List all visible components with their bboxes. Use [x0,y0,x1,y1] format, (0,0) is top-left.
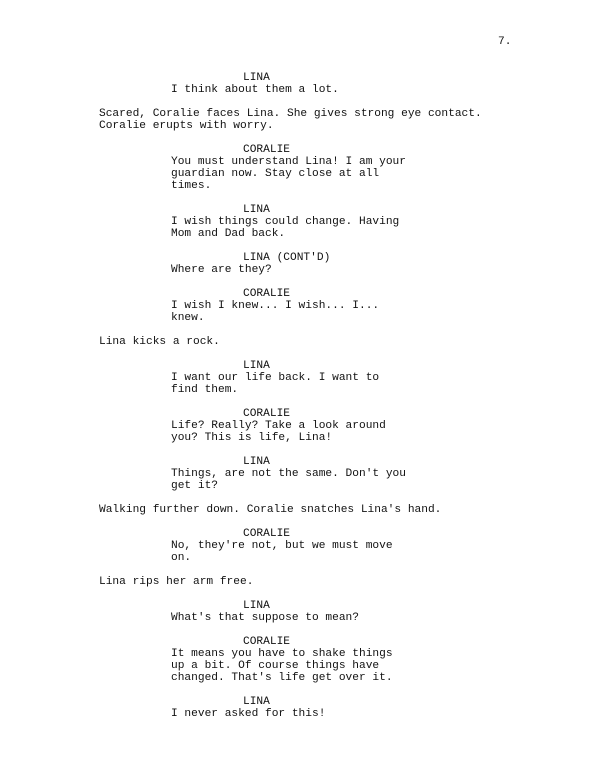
dialogue-line: times. [171,180,212,192]
dialogue-line: you? This is life, Lina! [171,432,333,444]
dialogue-line: I wish I knew... I wish... I... [171,300,380,312]
dialogue-line: guardian now. Stay close at all [171,168,380,180]
dialogue-line: find them. [171,384,239,396]
dialogue-line: You must understand Lina! I am your [171,156,406,168]
dialogue-line: What's that suppose to mean? [171,612,359,624]
dialogue-line: I want our life back. I want to [171,372,380,384]
action-line: Lina rips her arm free. [99,576,254,588]
dialogue-line: up a bit. Of course things have [171,660,380,672]
dialogue-line: Life? Really? Take a look around [171,420,386,432]
action-line: Scared, Coralie faces Lina. She gives strong eye contact. [99,108,482,120]
character-line: CORALIE [243,408,290,420]
character-line: LINA (CONT'D) [243,252,331,264]
character-line: LINA [243,456,270,468]
character-line: LINA [243,696,270,708]
dialogue-line: get it? [171,480,218,492]
character-line: LINA [243,72,270,84]
action-line: Lina kicks a rock. [99,336,220,348]
dialogue-line: knew. [171,312,205,324]
character-line: LINA [243,360,270,372]
page-number: 7. [498,36,512,48]
character-line: LINA [243,204,270,216]
dialogue-line: Where are they? [171,264,272,276]
action-line: Coralie erupts with worry. [99,120,274,132]
character-line: CORALIE [243,288,290,300]
character-line: CORALIE [243,528,290,540]
character-line: CORALIE [243,636,290,648]
dialogue-line: Mom and Dad back. [171,228,286,240]
dialogue-line: on. [171,552,192,564]
dialogue-line: changed. That's life get over it. [171,672,393,684]
dialogue-line: No, they're not, but we must move [171,540,393,552]
dialogue-line: I wish things could change. Having [171,216,400,228]
dialogue-line: I never asked for this! [171,708,326,720]
dialogue-line: It means you have to shake things [171,648,393,660]
dialogue-line: Things, are not the same. Don't you [171,468,406,480]
dialogue-line: I think about them a lot. [171,84,339,96]
character-line: CORALIE [243,144,290,156]
character-line: LINA [243,600,270,612]
action-line: Walking further down. Coralie snatches Lina's hand. [99,504,442,516]
